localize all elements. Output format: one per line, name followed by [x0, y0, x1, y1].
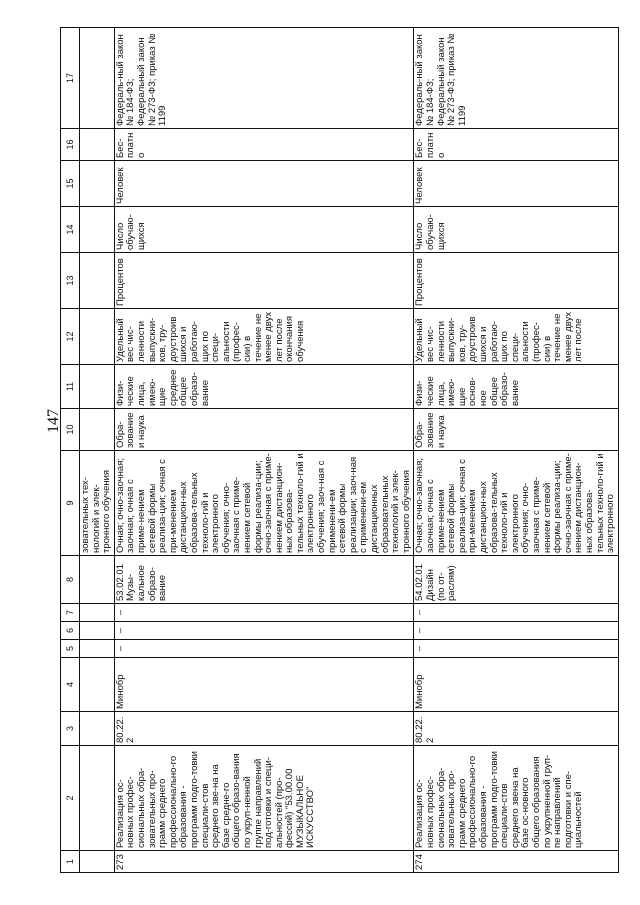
row-number: 274 [414, 851, 618, 873]
col-header: 14 [61, 207, 80, 253]
sphere: Обра-зование и наука [414, 409, 618, 451]
okved-code: 80.22.2 [414, 712, 618, 746]
col-header: 11 [61, 365, 80, 409]
specialty: 53.02.01 Музы-кальное образо-вание [114, 556, 414, 604]
cell-dash: – [414, 640, 618, 658]
service-name: Реализация ос-новных профес-сиональных обра-зовательных про-грамм среднего профессионально-го образования - программ подго-товки специали-стов среднего звена на базе ос-новного общего образования по укрупненной груп-пе направлений подготовки и спе-циальностей [414, 746, 618, 851]
organization: Минобр [414, 658, 618, 712]
study-forms: Очная; очно-заочная; заочная; очная с приме-нением сетевой формы реализа-ции; очная с при-менением дистанцион-ных образова-тельных техноло-гий и электронного обучения; очно-заочная с приме-нением сетевой формы реализа-ции; очно-заочная с приме-нением дистанцион-ных образова-тельных техноло-гий и электронного обучения; заоч-ная с применени-ем сетевой формы реализации; заоч-ная с применени-ем дистанционных образовательных технологий и элек-тронного обучения [114, 451, 414, 556]
col-header: 9 [61, 451, 80, 556]
payment: Бес-платно [114, 129, 414, 161]
legal-basis: Федераль-ный закон № 184-ФЗ; Федеральный закон № 273-ФЗ; приказ № 1199 [414, 28, 618, 129]
col-header: 15 [61, 161, 80, 207]
col-header: 13 [61, 253, 80, 309]
continuation-row [80, 28, 115, 873]
payment: Бес-платно [414, 129, 618, 161]
col-header: 6 [61, 622, 80, 640]
consumers: Физи-ческие лица, имею-щие среднее общее образо-вание [114, 365, 414, 409]
service-name: Реализация ос-новных профес-сиональных обра-зовательных про-грамм среднего профессионально-го образования - программ подго-товки специали-стов среднего зве-на на базе средне-го общего образо-вания по укруп-ненной группе направлений под-готовки и специ-альностей (про-фессий) "53.00.00 МУЗЫКАЛЬНОЕ ИСКУССТВО" [114, 746, 414, 851]
col-header: 4 [61, 658, 80, 712]
cell-dash: – [414, 622, 618, 640]
col-header: 2 [61, 746, 80, 851]
cell-dash: – [114, 622, 414, 640]
rotated-page [60, 28, 617, 873]
col-header: 17 [61, 28, 80, 129]
continuation-text: зовательных тех-нологий и элек-тронного обучения [80, 451, 115, 556]
row-number: 273 [114, 851, 414, 873]
col-header: 3 [61, 712, 80, 746]
volume-indicator: Число обучаю-щихся [114, 207, 414, 253]
col-header: 16 [61, 129, 80, 161]
specialty: 54.02.01 Дизайн (по от-раслям) [414, 556, 618, 604]
services-table [60, 27, 619, 873]
quality-indicator: Удельный вес чис-ленности выпускни-ков, тру-доустроившихся и работаю-щих по специ-альности (профес-сии) в течение не менее двух лет после [414, 309, 618, 365]
indicator-unit: Процентов [114, 253, 414, 309]
consumers: Физи-ческие лица, имею-щие основ-ное общее образо-вание [414, 365, 618, 409]
cell-dash: – [414, 604, 618, 622]
volume-unit: Человек [414, 161, 618, 207]
indicator-unit: Процентов [414, 253, 618, 309]
col-header: 8 [61, 556, 80, 604]
col-header: 7 [61, 604, 80, 622]
legal-basis: Федераль-ный закон № 184-ФЗ; Федеральный закон № 273-ФЗ; приказ № 1199 [114, 28, 414, 129]
okved-code: 80.22.2 [114, 712, 414, 746]
study-forms: Очная; очно-заочная; заочная; очная с приме-нением сетевой формы реализа-ции; очная с при-менением дистанцион-ных образова-тельных техноло-гий и электронного обучения; очно-заочная с приме-нением сетевой формы реализа-ции; очно-заочная с приме-нением дистанцион-ных образова-тельных техноло-гий и электронного [414, 451, 618, 556]
header-row [61, 28, 80, 873]
volume-unit: Человек [114, 161, 414, 207]
col-header: 10 [61, 409, 80, 451]
cell-dash: – [114, 640, 414, 658]
table-row [114, 28, 414, 873]
col-header: 12 [61, 309, 80, 365]
table-row [414, 28, 618, 873]
cell-dash: – [114, 604, 414, 622]
sphere: Обра-зование и наука [114, 409, 414, 451]
organization: Минобр [114, 658, 414, 712]
page-number: 147 [45, 409, 62, 433]
volume-indicator: Число обучаю-щихся [414, 207, 618, 253]
col-header: 1 [61, 851, 80, 873]
col-header: 5 [61, 640, 80, 658]
quality-indicator: Удельный вес чис-ленности выпускни-ков, тру-доустроившихся и работаю-щих по специ-альности (профес-сии) в течение не менее двух лет после окончания обучения [114, 309, 414, 365]
table-viewport [60, 28, 617, 873]
